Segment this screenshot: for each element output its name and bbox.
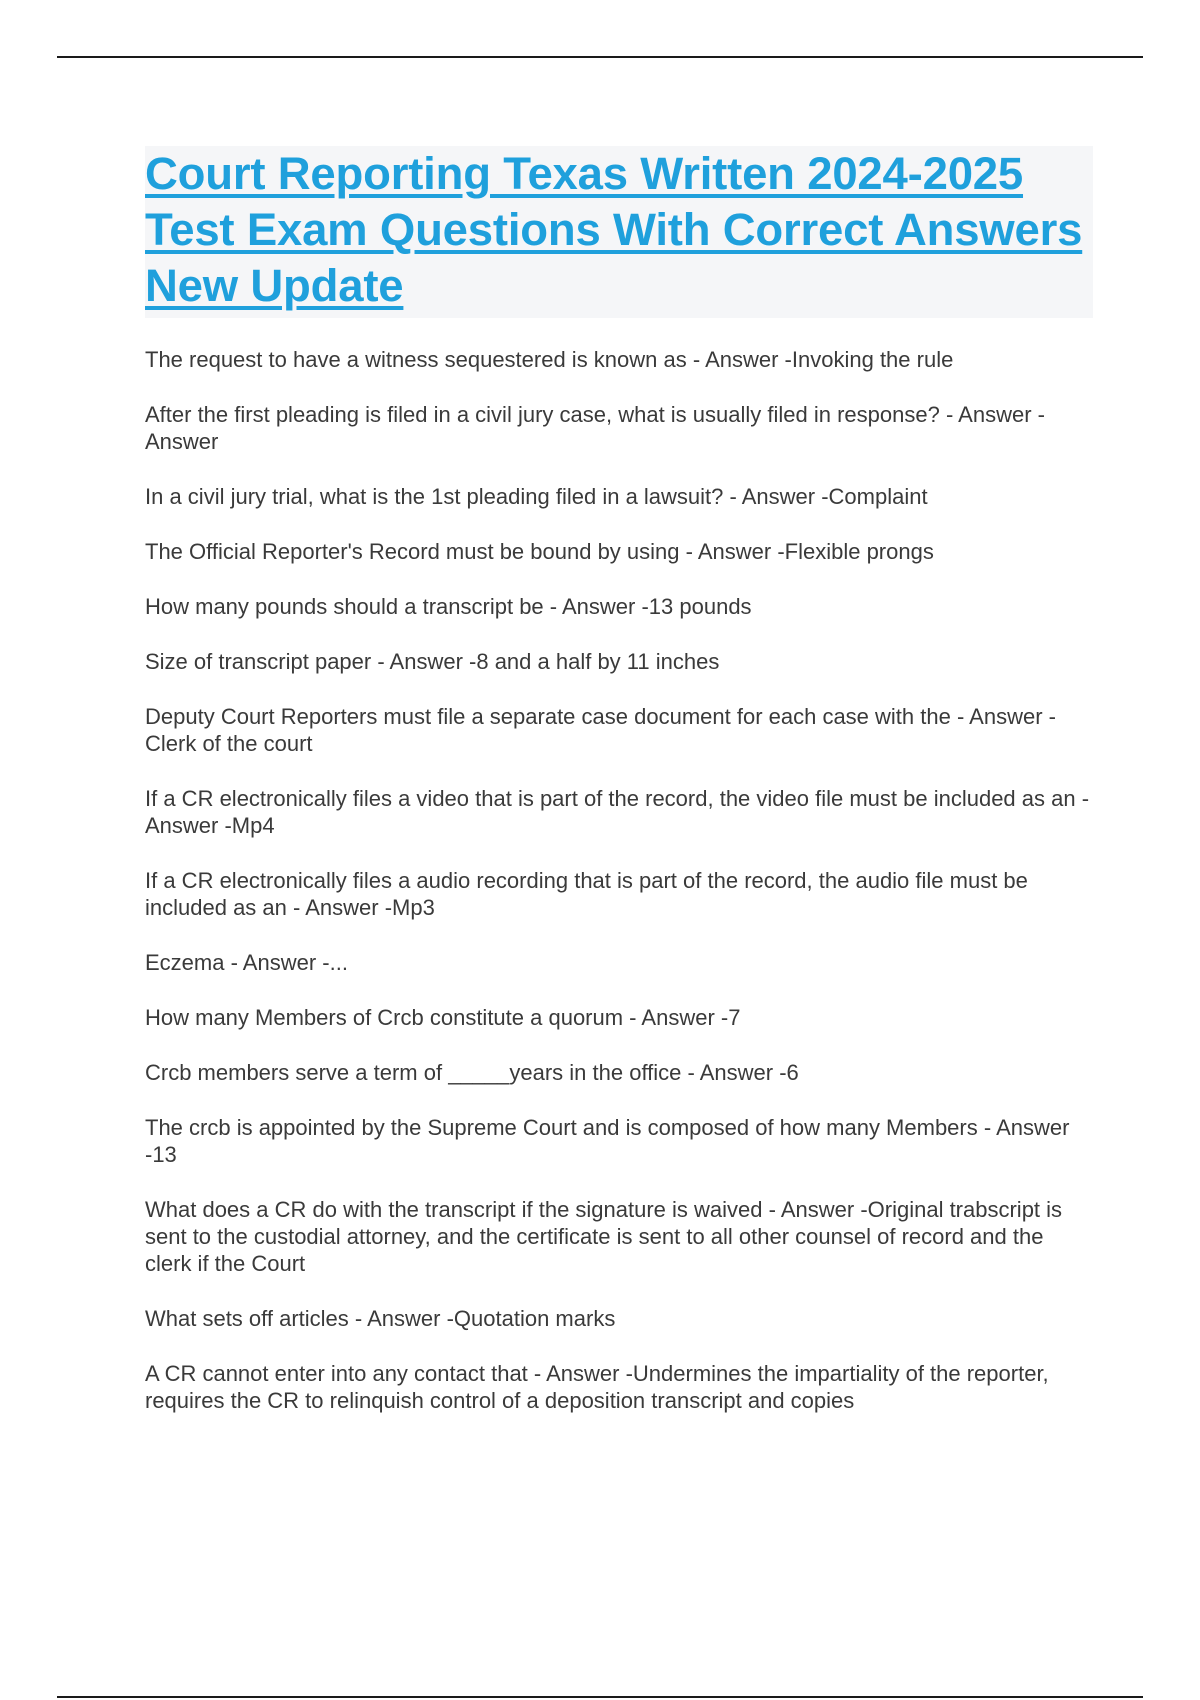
qa-list <box>145 346 1093 1414</box>
qa-item: What does a CR do with the transcript if the signature is waived - Answer -Original trabscript is sent to the custodial attorney, and the certificate is sent to all other counsel of record and the clerk if the Court <box>145 1197 1063 1276</box>
qa-item: Eczema - Answer -... <box>145 950 348 975</box>
qa-item: What sets off articles - Answer -Quotation marks <box>145 1306 616 1331</box>
qa-item: If a CR electronically files a video that is part of the record, the video file must be included as an - Answer -Mp4 <box>145 786 1090 838</box>
header-rule <box>57 56 1143 58</box>
qa-item: After the first pleading is filed in a civil jury case, what is usually filed in response? - Answer -Answer <box>145 402 1045 454</box>
qa-item: If a CR electronically files a audio recording that is part of the record, the audio file must be included as an - Answer -Mp3 <box>145 868 1028 920</box>
qa-item: Size of transcript paper - Answer -8 and a half by 11 inches <box>145 649 720 674</box>
qa-item: How many Members of Crcb constitute a quorum - Answer -7 <box>145 1005 741 1030</box>
qa-item: A CR cannot enter into any contact that - Answer -Undermines the impartiality of the reporter, requires the CR to relinquish control of a deposition transcript and copies <box>145 1361 1049 1413</box>
qa-item: The request to have a witness sequestered is known as - Answer -Invoking the rule <box>145 347 954 372</box>
document-body <box>145 146 1093 1442</box>
qa-item: Crcb members serve a term of _____years in the office - Answer -6 <box>145 1060 799 1085</box>
qa-item: Deputy Court Reporters must file a separate case document for each case with the - Answer -Clerk of the court <box>145 704 1056 756</box>
footer-rule <box>57 1696 1143 1698</box>
qa-item: In a civil jury trial, what is the 1st pleading filed in a lawsuit? - Answer -Complaint <box>145 484 928 509</box>
title-box <box>145 146 1093 318</box>
document-title[interactable]: Court Reporting Texas Written 2024-2025 Test Exam Questions With Correct Answers New Update <box>145 148 1083 311</box>
qa-item: The Official Reporter's Record must be bound by using - Answer -Flexible prongs <box>145 539 934 564</box>
qa-item: How many pounds should a transcript be - Answer -13 pounds <box>145 594 752 619</box>
qa-item: The crcb is appointed by the Supreme Court and is composed of how many Members - Answer -13 <box>145 1115 1070 1167</box>
